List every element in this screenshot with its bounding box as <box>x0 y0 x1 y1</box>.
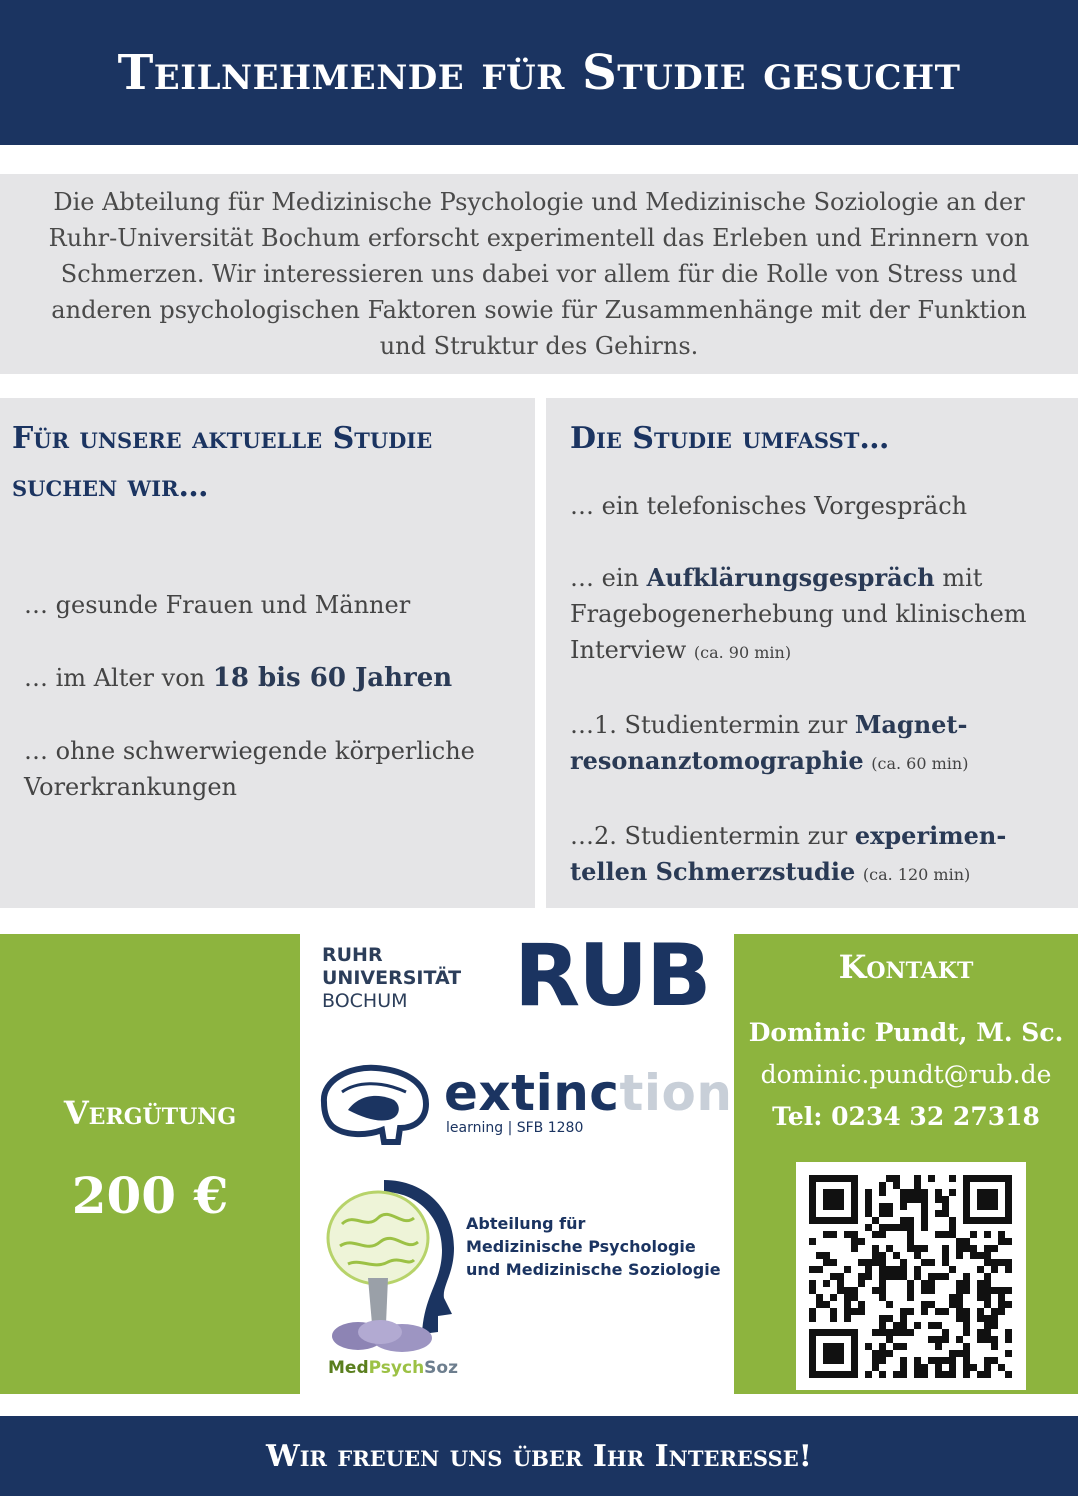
seeking-item-3: … ohne schwerwiegende körperliche Vorerkrankungen <box>24 737 475 801</box>
seeking-item-2: … im Alter von 18 bis 60 Jahren <box>24 663 453 693</box>
dept-line3: und Medizinische Soziologie <box>466 1260 721 1279</box>
extinction-text-light: tion <box>619 1064 733 1122</box>
seeking-box <box>0 398 535 908</box>
extinction-text-dark: extinc <box>444 1064 620 1122</box>
title-banner <box>0 0 1078 145</box>
rub-logo <box>322 926 722 1026</box>
rub-mark: RUB <box>514 926 710 1026</box>
medpsychsoz-logo <box>314 1174 734 1384</box>
contact-box <box>734 934 1078 1394</box>
study-item-3: …1. Studientermin zur Magnet- resonanztomographie (ca. 60 min) <box>570 710 969 775</box>
footer-banner <box>0 1416 1078 1496</box>
study-box <box>546 398 1078 908</box>
compensation-label: Vergütung <box>63 1094 237 1132</box>
contact-name: Dominic Pundt, M. Sc. <box>748 1018 1064 1047</box>
tree-head-icon <box>314 1174 464 1354</box>
extinction-logo <box>314 1062 733 1152</box>
contact-phone[interactable]: Tel: 0234 32 27318 <box>772 1102 1040 1131</box>
rub-text-line1: RUHR <box>322 944 383 966</box>
intro-text: Die Abteilung für Medizinische Psychologie und Medizinische Soziologie an der Ruhr-Universität Bochum erforscht experimentell das Erleben und Erinnern von Schmerzen. Wir interessieren uns dabei vor allem für die Rolle von Stress und anderen psychologischen Faktoren sowie für Zusammenhänge mit der Funktion und Struktur des Gehirns. <box>48 188 1030 360</box>
brain-icon <box>314 1062 434 1146</box>
extinction-subtitle: learning | SFB 1280 <box>446 1120 584 1136</box>
qr-code-image <box>796 1162 1026 1390</box>
contact-label: Kontakt <box>838 948 974 986</box>
contact-email[interactable]: dominic.pundt@rub.de <box>760 1060 1052 1089</box>
rub-text-line2: UNIVERSITÄT <box>322 967 462 989</box>
seeking-heading-line1: Für unsere aktuelle Studie <box>12 421 433 456</box>
medpsychsoz-wordmark: MedPsychSoz <box>328 1358 458 1378</box>
dept-line2: Medizinische Psychologie <box>466 1237 696 1256</box>
study-item-2: … ein Aufklärungsgespräch mit Fragebogenerhebung und klinischem Interview (ca. 90 min) <box>570 563 1027 664</box>
study-item-1: … ein telefonisches Vorgespräch <box>570 492 968 520</box>
seeking-heading-line2: suchen wir… <box>12 469 209 504</box>
compensation-amount: 200 € <box>71 1166 229 1225</box>
study-item-4: …2. Studientermin zur experimen- tellen Schmerzstudie (ca. 120 min) <box>570 821 1007 886</box>
compensation-box <box>0 934 300 1394</box>
dept-line1: Abteilung für <box>466 1214 586 1233</box>
footer-text: Wir freuen uns über Ihr Interesse! <box>266 1438 812 1474</box>
seeking-item-1: … gesunde Frauen und Männer <box>24 591 411 619</box>
rub-text-line3: BOCHUM <box>322 990 408 1012</box>
qr-code[interactable] <box>796 1162 1026 1390</box>
study-heading: Die Studie umfasst… <box>570 421 890 456</box>
intro-box <box>0 174 1078 374</box>
page-title: Teilnehmende für Studie gesucht <box>117 44 961 101</box>
logos-panel <box>300 926 734 1394</box>
